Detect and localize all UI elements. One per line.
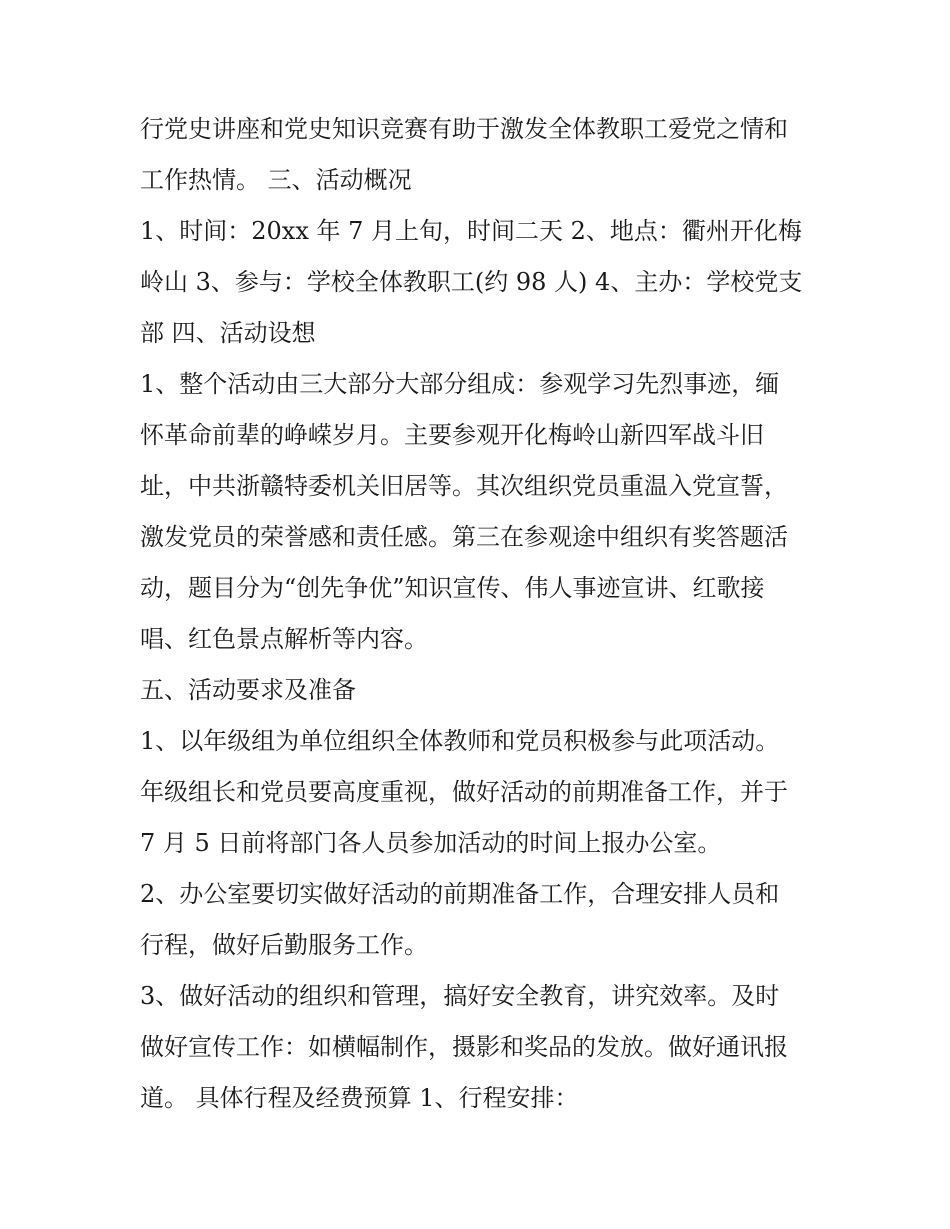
text-line: 7 月 5 日前将部门各人员参加活动的时间上报办公室。 bbox=[140, 829, 722, 857]
text-line: 行程，做好后勤服务工作。 bbox=[140, 931, 428, 959]
text-line: 址，中共浙赣特委机关旧居等。其次组织党员重温入党宣誓， bbox=[140, 472, 788, 500]
text-line: 激发党员的荣誉感和责任感。第三在参观途中组织有奖答题活 bbox=[140, 523, 788, 551]
text-line: 部 四、活动设想 bbox=[140, 319, 316, 347]
section-heading: 五、活动要求及准备 bbox=[140, 676, 356, 704]
text-line: 1、以年级组为单位组织全体教师和党员积极参与此项活动。 bbox=[140, 727, 780, 755]
text-line: 做好宣传工作：如横幅制作，摄影和奖品的发放。做好通讯报 bbox=[140, 1033, 788, 1061]
text-line: 怀革命前辈的峥嵘岁月。主要参观开化梅岭山新四军战斗旧 bbox=[140, 421, 764, 449]
text-line: 年级组长和党员要高度重视，做好活动的前期准备工作，并于 bbox=[140, 778, 788, 806]
text-line: 1、时间：20xx 年 7 月上旬，时间二天 2、地点：衢州开化梅 bbox=[140, 217, 802, 245]
text-line: 3、做好活动的组织和管理，搞好安全教育，讲究效率。及时 bbox=[140, 982, 780, 1010]
text-line: 1、整个活动由三大部分大部分组成：参观学习先烈事迹，缅 bbox=[140, 370, 780, 398]
text-line: 动，题目分为“创先争优”知识宣传、伟人事迹宣讲、红歌接 bbox=[140, 574, 765, 602]
text-line: 工作热情。 三、活动概况 bbox=[140, 166, 412, 194]
text-line: 道。 具体行程及经费预算 1、行程安排： bbox=[140, 1084, 579, 1112]
text-line: 唱、红色景点解析等内容。 bbox=[140, 625, 428, 653]
text-line: 行党史讲座和党史知识竞赛有助于激发全体教职工爱党之情和 bbox=[140, 115, 788, 143]
text-line: 2、办公室要切实做好活动的前期准备工作，合理安排人员和 bbox=[140, 880, 780, 908]
document-body bbox=[140, 104, 820, 1124]
text-line: 岭山 3、参与：学校全体教职工(约 98 人) 4、主办：学校党支 bbox=[140, 268, 803, 296]
